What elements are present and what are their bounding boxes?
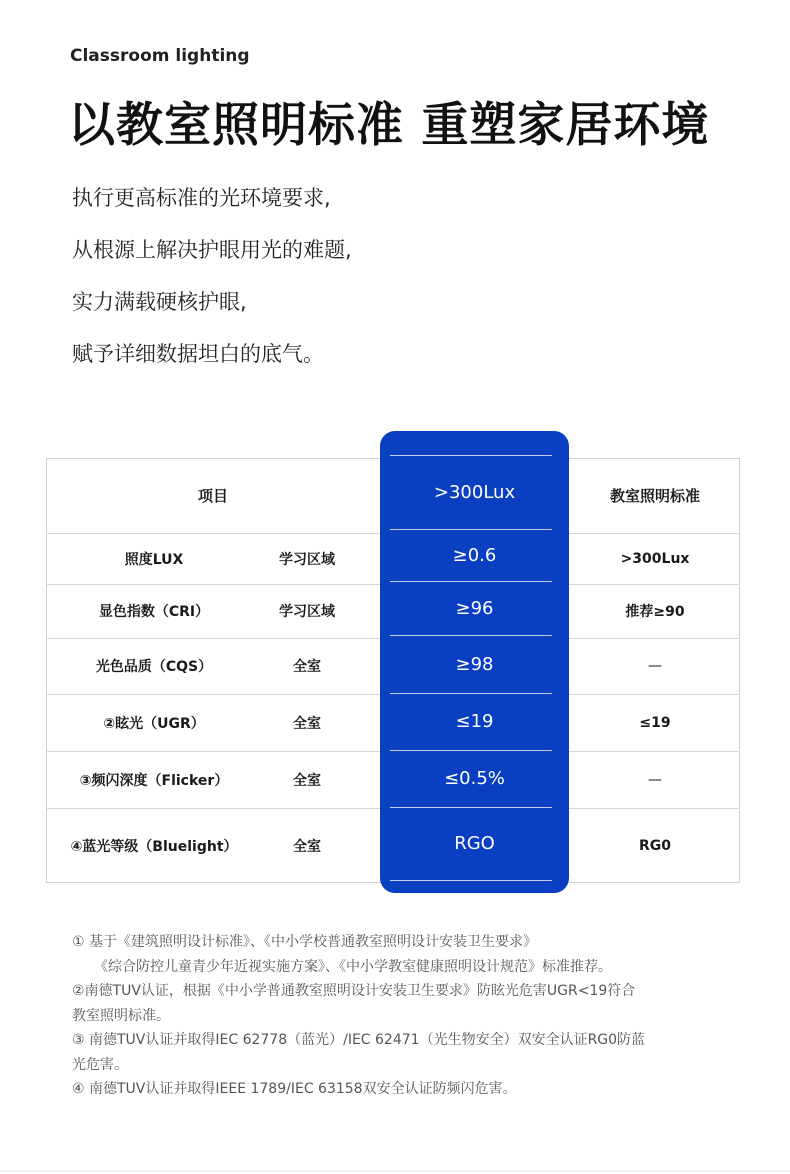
- product-value-cell: ≥0.6: [452, 544, 497, 566]
- row-item-cell: 照度LUX: [124, 551, 184, 568]
- row-standard-cell: —: [648, 771, 662, 788]
- product-value-cell: ≤19: [455, 711, 494, 732]
- row-standard-cell: >300Lux: [620, 550, 690, 567]
- row-standard-cell: 推荐≥90: [625, 604, 685, 620]
- page-title: 以教室照明标准 重塑家居环境: [68, 98, 710, 153]
- note-line: ④ 南德TUV认证并取得IEEE 1789/IEC 63158双安全认证防频闪危害。: [72, 1081, 517, 1097]
- note-line: 教室照明标准。: [72, 1007, 170, 1024]
- row-area-cell: 学习区域: [279, 604, 335, 620]
- row-item-cell: ②眩光（UGR）: [103, 715, 205, 732]
- eyebrow-label: Classroom lighting: [70, 46, 250, 66]
- row-item-cell: ③频闪深度（Flicker）: [79, 772, 229, 789]
- note-line: ②南德TUV认证，根据《中小学普通教室照明设计安装卫生要求》防眩光危害UGR<19符合: [72, 983, 636, 999]
- highlight-divider: [390, 880, 552, 881]
- intro-line: 实力满载硬核护眼,: [72, 290, 247, 314]
- row-standard-cell: ≤19: [639, 714, 671, 731]
- footnotes: [72, 930, 732, 1102]
- note-line: 《综合防控儿童青少年近视实施方案》、《中小学教室健康照明设计规范》标准推荐。: [94, 958, 612, 975]
- row-area-cell: 全室: [293, 715, 321, 732]
- row-standard-cell: RG0: [638, 837, 671, 854]
- product-header-cell: >300Lux: [433, 482, 516, 503]
- row-area-cell: 全室: [293, 838, 321, 855]
- intro-line: 执行更高标准的光环境要求,: [72, 186, 331, 210]
- product-value-cell: ≤0.5%: [444, 768, 505, 789]
- note-line: 光危害。: [72, 1056, 128, 1073]
- product-value-cell: RGO: [454, 833, 495, 854]
- product-value-cell: ≥96: [455, 597, 494, 619]
- intro-text: [72, 178, 352, 386]
- header-standard-cell: 教室照明标准: [609, 487, 700, 505]
- note-line: ③ 南德TUV认证并取得IEC 62778（蓝光）/IEC 62471（光生物安全）双安全认证RG0防蓝: [72, 1032, 646, 1048]
- row-item-cell: ④蓝光等级（Bluelight）: [70, 838, 238, 855]
- bottom-divider: [0, 1170, 790, 1172]
- row-area-cell: 全室: [293, 772, 321, 789]
- row-area-cell: 全室: [293, 659, 321, 675]
- intro-line: 从根源上解决护眼用光的难题,: [72, 238, 352, 262]
- header-item-cell: 项目: [197, 487, 228, 505]
- row-item-cell: 光色品质（CQS）: [95, 659, 213, 675]
- row-item-cell: 显色指数（CRI）: [98, 604, 210, 620]
- note-line: ① 基于《建筑照明设计标准》、《中小学校普通教室照明设计安装卫生要求》: [72, 934, 537, 950]
- intro-line: 赋予详细数据坦白的底气。: [72, 342, 324, 366]
- row-area-cell: 学习区域: [279, 551, 335, 568]
- row-standard-cell: —: [648, 658, 662, 674]
- product-value-cell: ≥98: [455, 653, 494, 675]
